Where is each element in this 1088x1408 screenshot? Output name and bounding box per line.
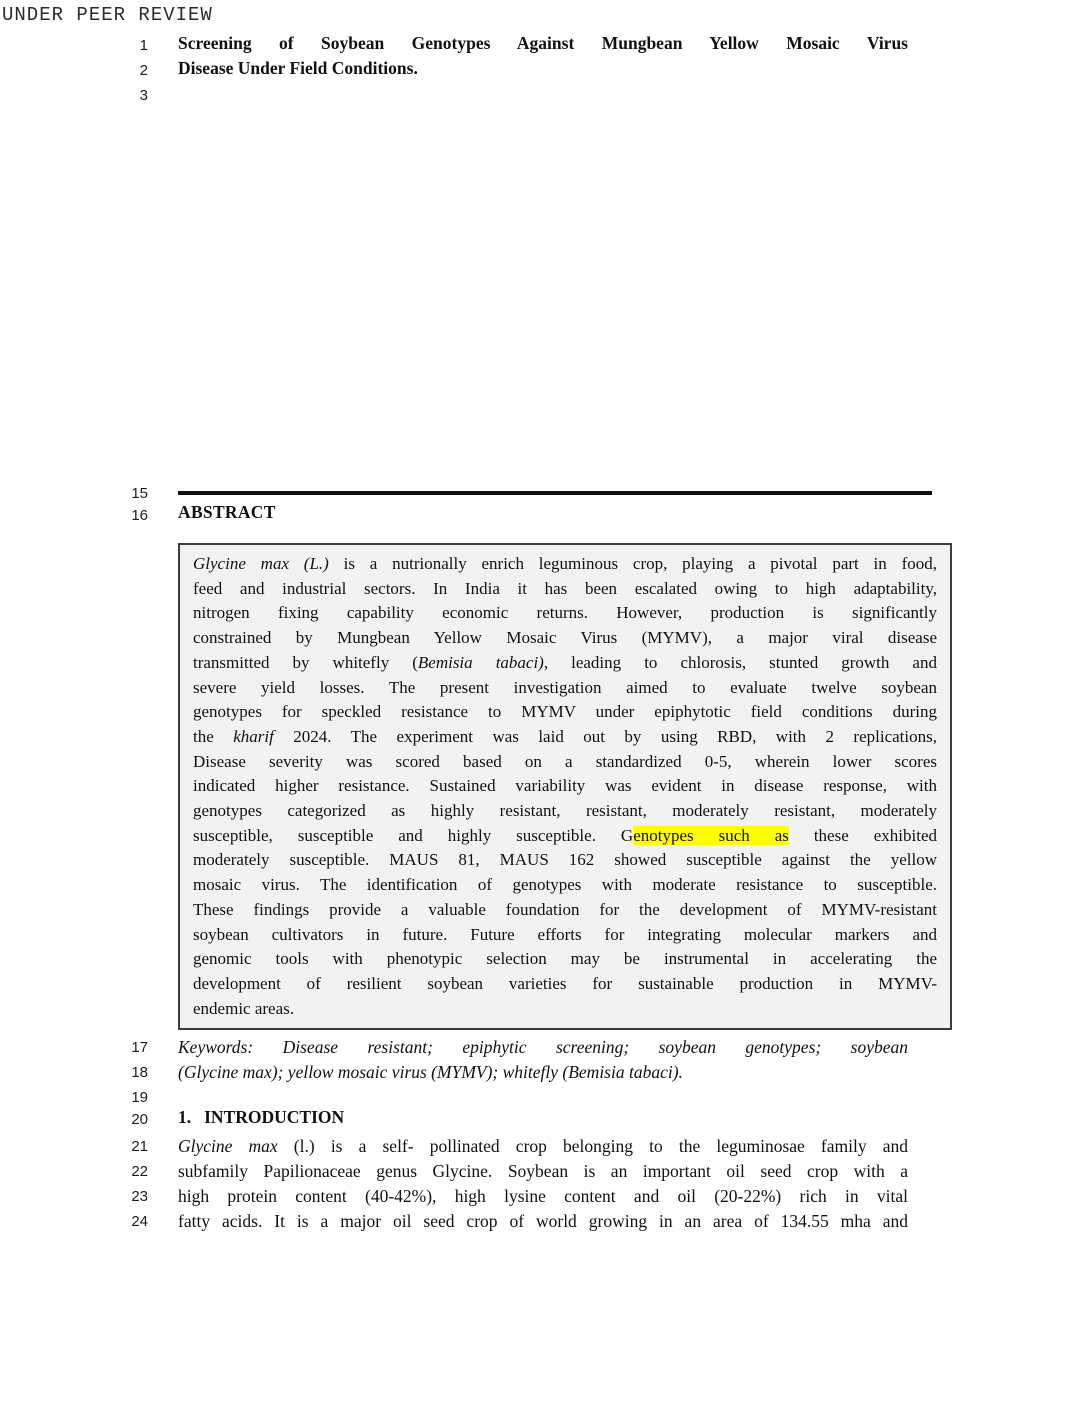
abstract-heading: ABSTRACT	[178, 502, 276, 522]
keywords-line: Keywords: Disease resistant; epiphytic screening; soybean genotypes; soybean	[178, 1037, 908, 1057]
abstract-line: mosaic virus. The identification of genotypes with moderate resistance to susceptible.	[193, 875, 937, 895]
introduction-heading	[178, 1107, 344, 1128]
abstract-box	[178, 543, 952, 1030]
abstract-line: development of resilient soybean varieties for sustainable production in MYMV-	[193, 973, 937, 993]
introduction-line: high protein content (40-42%), high lysine content and oil (20-22%) rich in vital	[178, 1186, 908, 1206]
peer-review-watermark: UNDER PEER REVIEW	[2, 4, 213, 26]
line-number: 18	[131, 1064, 148, 1081]
abstract-line: nitrogen fixing capability economic returns. However, production is significantly	[193, 603, 937, 623]
line-number: 21	[131, 1138, 148, 1155]
abstract-line: transmitted by whitefly (Bemisia tabaci), leading to chlorosis, stunted growth and	[193, 652, 937, 672]
line-number: 20	[131, 1111, 148, 1128]
introduction-paragraph	[178, 1134, 908, 1234]
abstract-line: soybean cultivators in future. Future efforts for integrating molecular markers and	[193, 924, 937, 944]
abstract-line: genotypes categorized as highly resistant, resistant, moderately resistant, moderately	[193, 801, 937, 821]
introduction-line: subfamily Papilionaceae genus Glycine. Soybean is an important oil seed crop with a	[178, 1161, 908, 1181]
abstract-line: Disease severity was scored based on a standardized 0-5, wherein lower scores	[193, 751, 937, 771]
introduction-line: Glycine max (l.) is a self- pollinated crop belonging to the leguminosae family and	[178, 1136, 908, 1156]
line-number: 22	[131, 1163, 148, 1180]
section-number: 1.	[178, 1107, 192, 1127]
abstract-line: constrained by Mungbean Yellow Mosaic Virus (MYMV), a major viral disease	[193, 628, 937, 648]
introduction-line: fatty acids. It is a major oil seed crop of world growing in an area of 134.55 mha and	[178, 1211, 908, 1231]
keywords	[178, 1035, 908, 1085]
line-number: 24	[131, 1213, 148, 1230]
keywords-line: (Glycine max); yellow mosaic virus (MYMV); whitefly (Bemisia tabaci).	[178, 1062, 683, 1082]
title-line: Screening of Soybean Genotypes Against Mungbean Yellow Mosaic Virus	[178, 33, 908, 53]
line-number: 15	[131, 485, 148, 502]
abstract-line: the kharif 2024. The experiment was laid out by using RBD, with 2 replications,	[193, 726, 937, 746]
abstract-line: These findings provide a valuable foundation for the development of MYMV-resistant	[193, 899, 937, 919]
line-number: 19	[131, 1089, 148, 1106]
abstract-line: genomic tools with phenotypic selection may be instrumental in accelerating the	[193, 949, 937, 969]
line-number: 23	[131, 1188, 148, 1205]
title-line: Disease Under Field Conditions.	[178, 58, 418, 78]
abstract-line: endemic areas.	[193, 998, 294, 1018]
abstract-line: feed and industrial sectors. In India it has been escalated owing to high adaptability,	[193, 578, 937, 598]
abstract-line: indicated higher resistance. Sustained variability was evident in disease response, with	[193, 776, 937, 796]
line-number: 16	[131, 507, 148, 524]
section-divider-rule	[178, 491, 932, 495]
abstract-line: genotypes for speckled resistance to MYMV under epiphytotic field conditions during	[193, 702, 937, 722]
abstract-line: moderately susceptible. MAUS 81, MAUS 162 showed susceptible against the yellow	[193, 850, 937, 870]
line-number: 17	[131, 1039, 148, 1056]
line-number: 1	[139, 37, 148, 54]
abstract-line: severe yield losses. The present investigation aimed to evaluate twelve soybean	[193, 677, 937, 697]
section-title: INTRODUCTION	[204, 1107, 345, 1127]
abstract-line: Glycine max (L.) is a nutrionally enrich leguminous crop, playing a pivotal part in food,	[193, 554, 937, 573]
line-number: 2	[139, 62, 148, 79]
abstract-line: susceptible, susceptible and highly susceptible. Genotypes such as these exhibited	[193, 825, 937, 845]
line-number: 3	[139, 87, 148, 104]
paper-title	[178, 31, 908, 81]
